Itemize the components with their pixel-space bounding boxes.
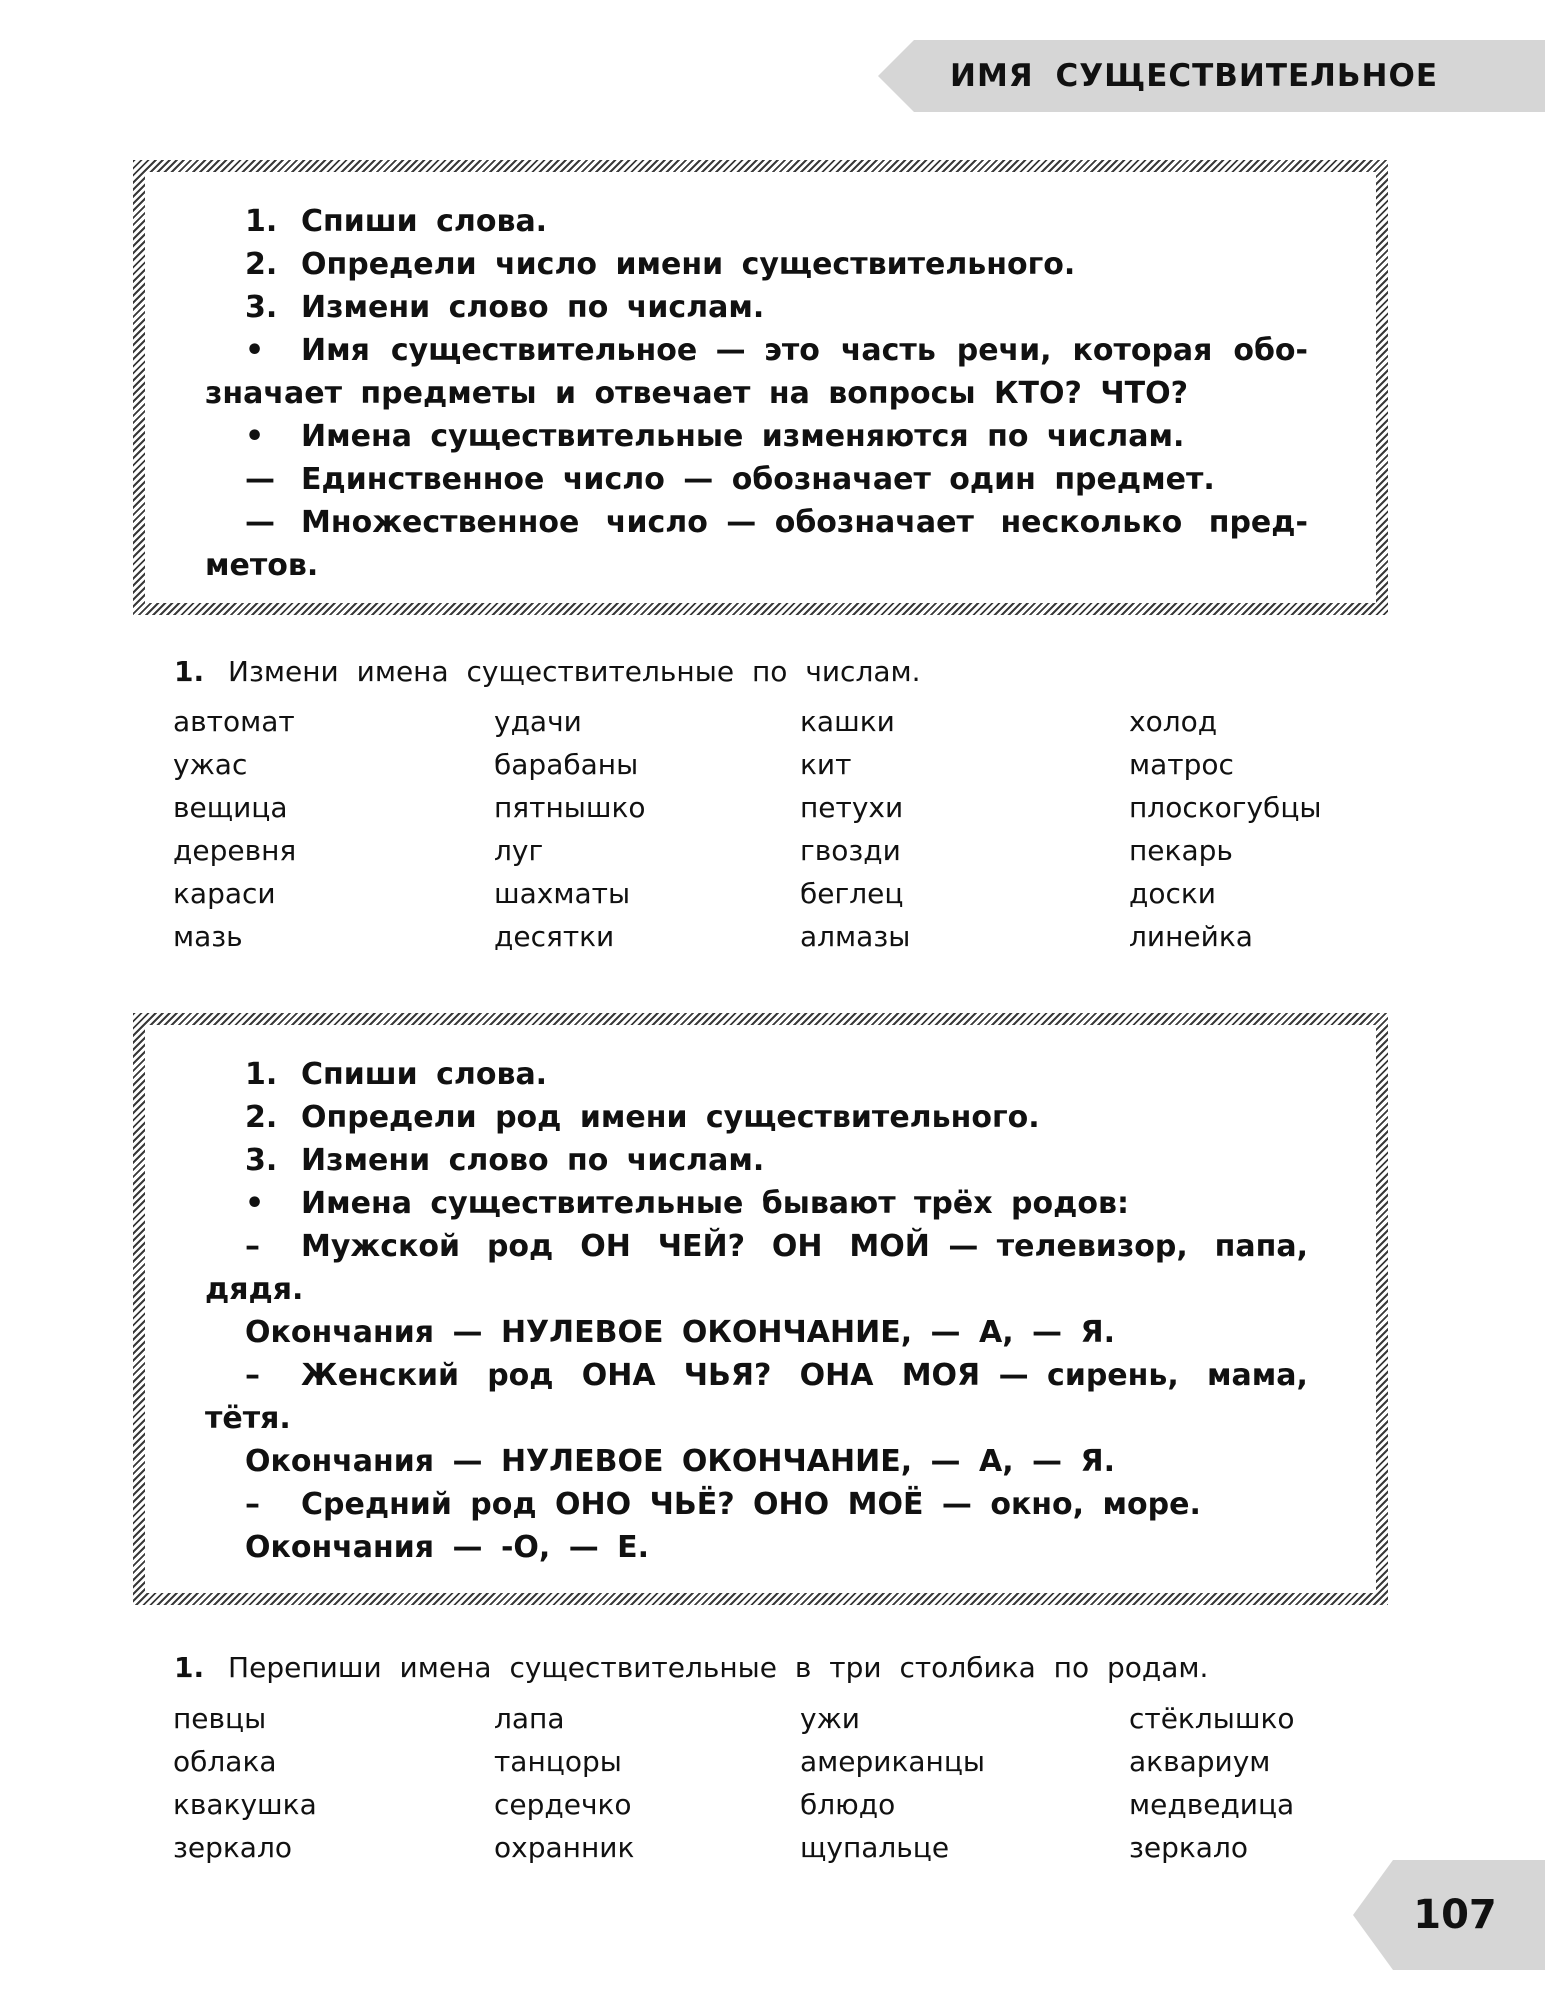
rule-step-3: 3. Измени слово по числам. [245,1143,765,1178]
word-column [800,1697,985,1869]
word-column [173,1697,317,1869]
word-item: луг [494,834,544,867]
word-item: щупальце [800,1831,950,1864]
word-item: медведица [1129,1788,1295,1821]
word-item: холод [1129,705,1218,738]
rule-box-content [145,172,1376,603]
word-item: пятнышко [494,791,646,824]
rule-singular-line: — Единственное число — обозначает один предмет. [245,462,1215,497]
exercise-number: 1. [174,655,205,688]
rule-masculine-line: – Мужской род ОН ЧЕЙ? ОН МОЙ — телевизор, папа, [245,1229,1308,1264]
rule-masculine-endings: Окончания — НУЛЕВОЕ ОКОНЧАНИЕ, — А, — Я. [245,1315,1115,1350]
word-item: десятки [494,920,615,953]
word-item: аквариум [1129,1745,1271,1778]
rule-step-1: 1. Спиши слова. [245,204,548,239]
word-item: караси [173,877,276,910]
word-item: кит [800,748,852,781]
rule-numbers-line: • Имена существительные изменяются по числам. [205,415,1308,458]
rule-plural-continued: метов. [205,548,319,583]
word-item: алмазы [800,920,911,953]
rule-step-3: 3. Измени слово по числам. [245,290,765,325]
exercise-instruction: Перепиши имена существительные в три столбика по родам. [228,1651,1209,1684]
word-column [494,1697,634,1869]
word-item: стёклышко [1129,1702,1295,1735]
rule-neuter-endings: Окончания — -О, — Е. [245,1530,650,1565]
word-item: матрос [1129,748,1234,781]
word-column [1129,700,1322,958]
word-column [800,700,910,958]
word-item: охранник [494,1831,635,1864]
word-item: линейка [1129,920,1253,953]
rule-neuter-line: – Средний род ОНО ЧЬЁ? ОНО МОЁ — окно, море. [245,1487,1201,1522]
word-item: зеркало [1129,1831,1248,1864]
word-item: шахматы [494,877,631,910]
exercise-2-word-grid [173,1697,1373,1864]
word-item: блюдо [800,1788,896,1821]
word-item: ужи [800,1702,860,1735]
rule-step-2: 2. Определи число имени существительного. [245,247,1076,282]
rule-box-gender [133,1013,1388,1605]
rule-plural-line: — Множественное число — обозначает несколько пред- [245,505,1308,540]
word-column [1129,1697,1295,1869]
word-item: плоскогубцы [1129,791,1322,824]
rule-definition-line: • Имя существительное — это часть речи, которая обо- [205,329,1308,372]
word-item: беглец [800,877,904,910]
word-column [494,700,646,958]
word-item: пекарь [1129,834,1233,867]
rule-feminine-endings: Окончания — НУЛЕВОЕ ОКОНЧАНИЕ, — А, — Я. [245,1444,1115,1479]
rule-genders-line: • Имена существительные бывают трёх родов: [205,1182,1308,1225]
page-number: 107 [1413,1892,1497,1938]
word-column [173,700,296,958]
word-item: удачи [494,705,582,738]
word-item: мазь [173,920,243,953]
word-item: сердечко [494,1788,632,1821]
exercise-1-heading [174,652,921,692]
word-item: облака [173,1745,277,1778]
rule-box-content [145,1025,1376,1593]
page-title: ИМЯ СУЩЕСТВИТЕЛЬНОЕ [950,58,1439,94]
rule-feminine-line: – Женский род ОНА ЧЬЯ? ОНА МОЯ — сирень, мама, [245,1358,1308,1393]
word-item: вещица [173,791,288,824]
word-item: певцы [173,1702,267,1735]
exercise-number: 1. [174,1651,205,1684]
word-item: зеркало [173,1831,292,1864]
word-item: гвозди [800,834,901,867]
exercise-1-word-grid [173,700,1373,953]
bullet-marker: • [245,333,265,368]
exercise-2-heading [174,1648,1208,1688]
bullet-marker: • [245,419,265,454]
word-item: автомат [173,705,295,738]
exercise-instruction: Измени имена существительные по числам. [228,655,921,688]
word-item: петухи [800,791,904,824]
rule-definition-continued: значает предметы и отвечает на вопросы КТО? ЧТО? [205,376,1188,411]
word-item: кашки [800,705,895,738]
word-item: американцы [800,1745,986,1778]
rule-masculine-continued: дядя. [205,1272,304,1307]
rule-step-1: 1. Спиши слова. [245,1057,548,1092]
word-item: лапа [494,1702,565,1735]
word-item: доски [1129,877,1216,910]
rule-step-2: 2. Определи род имени существительного. [245,1100,1040,1135]
word-item: барабаны [494,748,639,781]
word-item: ужас [173,748,248,781]
bullet-marker: • [245,1186,265,1221]
word-item: танцоры [494,1745,622,1778]
rule-box-number [133,160,1388,615]
rule-feminine-continued: тётя. [205,1401,291,1436]
word-item: квакушка [173,1788,317,1821]
word-item: деревня [173,834,297,867]
